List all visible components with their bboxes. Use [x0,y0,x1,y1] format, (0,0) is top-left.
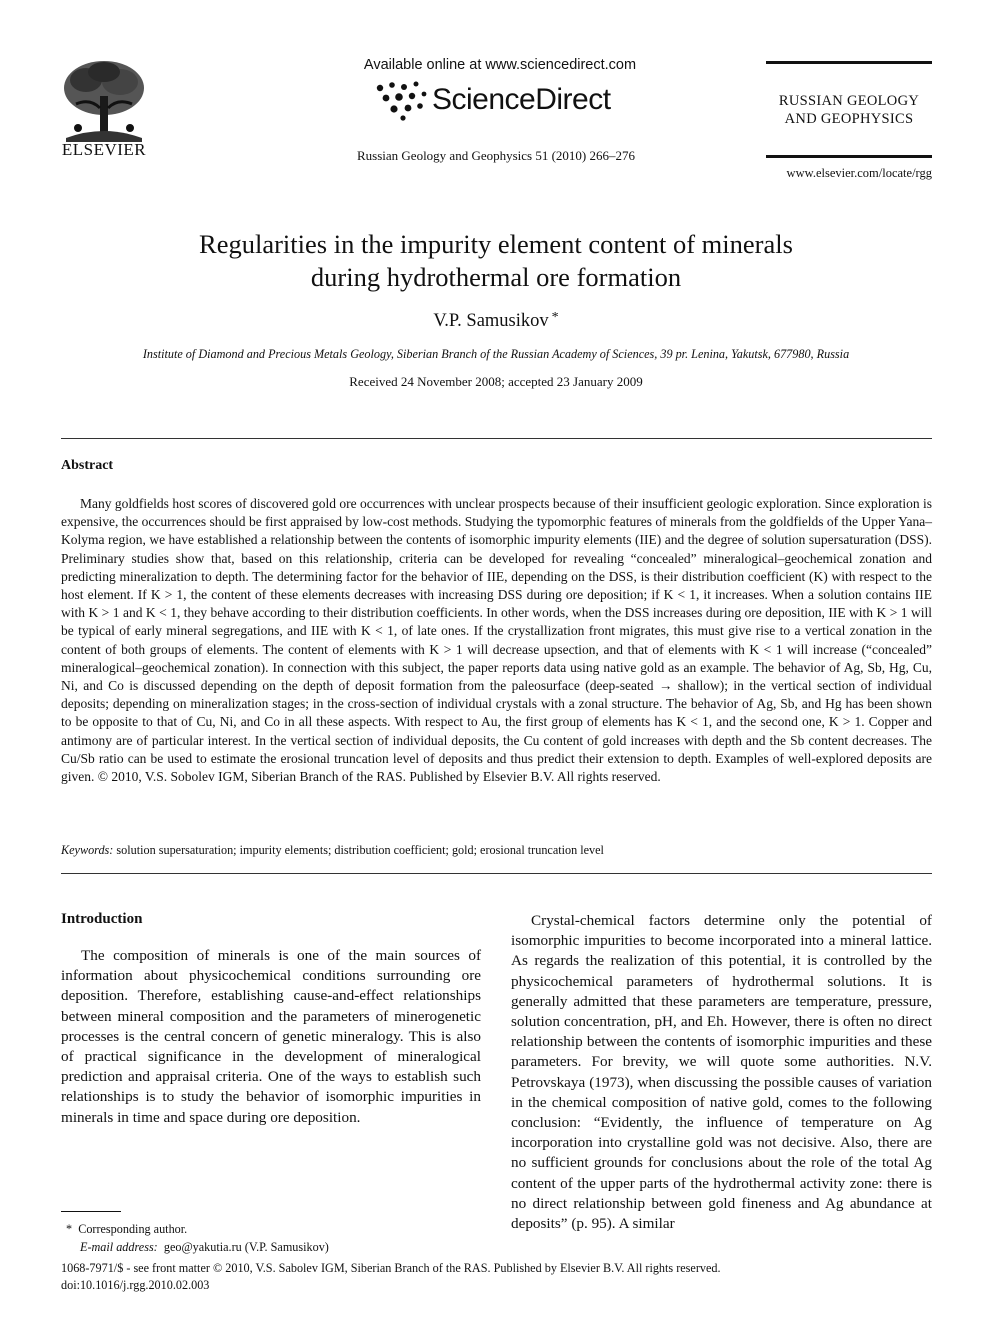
journal-reference: Russian Geology and Geophysics 51 (2010) 266–276 [356,148,636,163]
journal-box-bottom-rule [766,155,932,158]
issn-line: 1068-7971/$ - see front matter © 2010, V.S. Sabolev IGM, Siberian Branch of the RAS. Published by Elsevier B.V. All rights reserved. [61,1261,721,1275]
available-online-text: Available online at www.sciencedirect.com [363,57,637,73]
journal-url[interactable]: www.elsevier.com/locate/rgg [786,166,932,180]
publisher-name: ELSEVIER [61,140,147,159]
author-footnote-mark[interactable]: * [551,310,559,325]
keywords [61,843,932,858]
corresponding-author-note [66,1222,187,1237]
sciencedirect-dots-icon [370,78,430,122]
abstract-bottom-rule [61,873,932,874]
abstract-copyright: © 2010, V.S. Sobolev IGM, Siberian Branch of the RAS. Published by Elsevier B.V. All rights reserved. [97,769,661,785]
paper-title [100,228,892,294]
email-label: E-mail address: [80,1240,158,1254]
doi-line[interactable]: doi:10.1016/j.rgg.2010.02.003 [61,1278,210,1292]
journal-name-line1: RUSSIAN GEOLOGY [778,93,920,109]
email-note [80,1240,329,1255]
sciencedirect-logo [370,78,611,122]
right-column [511,911,932,1234]
journal-box-top-rule [766,61,932,64]
sciencedirect-wordmark: ScienceDirect [432,83,611,116]
email-address[interactable]: geo@yakutia.ru (V.P. Samusikov) [163,1240,329,1254]
paper-title-line2: during hydrothermal ore formation [310,262,682,292]
corresponding-mark: * [66,1222,73,1236]
author-line [200,310,792,332]
introduction-heading: Introduction [61,911,143,927]
keywords-list: solution supersaturation; impurity elements; distribution coefficient; gold; erosional truncation level [116,843,604,857]
journal-name [766,92,932,128]
abstract-heading: Abstract [61,458,114,473]
abstract-body [61,495,932,786]
footnote-rule [61,1211,121,1212]
paper-title-line1: Regularities in the impurity element content of minerals [199,229,793,259]
keywords-label: Keywords: [61,843,114,857]
left-column [61,911,481,1128]
abstract-text: Many goldfields host scores of discovered gold ore occurrences with unclear prospects because of their insufficient geologic exploration. Since exploration is expensive, the occurrences should be first appraised by low-cost methods. Studying the typomorphic features of minerals from the goldfields of the Upper Yana–Kolyma region, we have established a relationship between the contents of isomorphic impurity elements (IIE) and the degree of solution supersaturation (DSS). Preliminary studies show that, based on this relationship, criteria can be developed for revealing “concealed” mineralogical–geochemical zonation and predicting mineralization to depth. The determining factor for the behavior of IIE, depending on the DSS, is their distribution coefficient (K) with respect to the host element. If K > 1, the content of these elements decreases with increasing DSS during ore deposition; if K < 1, it increases. When a solution contains IIE with K > 1 and K < 1, they behave according to their distribution coefficients. In other words, when the DSS increases during ore deposition, IIE with K > 1 will be typical of early mineral segregations, and IIE with K < 1, of late ones. If the crystallization front migrates, this must give rise to a vertical zonation in the content of both groups of elements. The content of elements with K > 1 will decrease upsection, and that of elements with K < 1 will increase (“concealed” mineralogical–geochemical zonation). In connection with this subject, the paper reports data using native gold as an example. The behavior of Ag, Sb, Hg, Cu, Ni, and Co is discussed depending on the depth of deposit formation from the paleosurface (deep-seated → shallow); in the vertical section of individual deposits; depending on mineralization stages; in the cross-section of individual crystals with a zonal structure. The behavior of Ag, Sb, and Hg has been shown to be opposite to that of Cu, Ni, and Co in all these aspects. With respect to Au, the first group of elements has K < 1, and the second one, K > 1. Copper and antimony are of particular interest. In the vertical section of individual deposits, the Cu content of gold increases with depth and the Sb content decreases. The Cu/Sb ratio can be used to estimate the erosional truncation level of deposits and thus predict their extension to depth. Examples of well-explored deposits are given. [61,496,932,785]
introduction-paragraph-1: The composition of minerals is one of the main sources of information about physicochemical conditions surrounding ore deposition. Therefore, establishing cause-and-effect relationships between mineral composition and the parameters of minerogenetic processes is the central concern of genetic mineralogy. This is also of practical significance in the development of mineralogical prediction and appraisal criteria. One of the ways to establish such relationships is to study the behavior of isomorphic impurities in minerals in time and space during ore deposition. [61,947,481,1126]
corresponding-text: Corresponding author. [78,1222,188,1236]
introduction-paragraph-2: Crystal-chemical factors determine only the potential of isomorphic impurities to become incorporated into a mineral lattice. As regards the realization of this potential, it is controlled by the physicochemical parameters of hydrothermal solutions. It is generally admitted that these parameters are temperature, pressure, solution concentration, pH, and Eh. However, there is often no direct relationship between the contents of isomorphic impurities and these parameters. For brevity, we will quote some authorities. N.V. Petrovskaya (1973), when discussing the possible causes of variation in the chemical composition of native gold, comes to the following conclusion: “Evidently, the influence of temperature on Ag incorporation into crystalline gold was not decisive. Also, there are no sufficient grounds for conclusions about the role of the total Ag content of the upper parts of the hydrothermal activity zone: there is no direct relationship between gold fineness and Ag abundance at deposits” (p. 95). A similar [511,912,932,1233]
author-name: V.P. Samusikov [433,311,549,331]
received-dates: Received 24 November 2008; accepted 23 January 2009 [349,374,643,389]
affiliation: Institute of Diamond and Precious Metals Geology, Siberian Branch of the Russian Academy of Sciences, 39 pr. Lenina, Yakutsk, 677980, Russia [142,347,850,361]
journal-name-line2: AND GEOPHYSICS [784,111,914,127]
abstract-top-rule [61,438,932,439]
